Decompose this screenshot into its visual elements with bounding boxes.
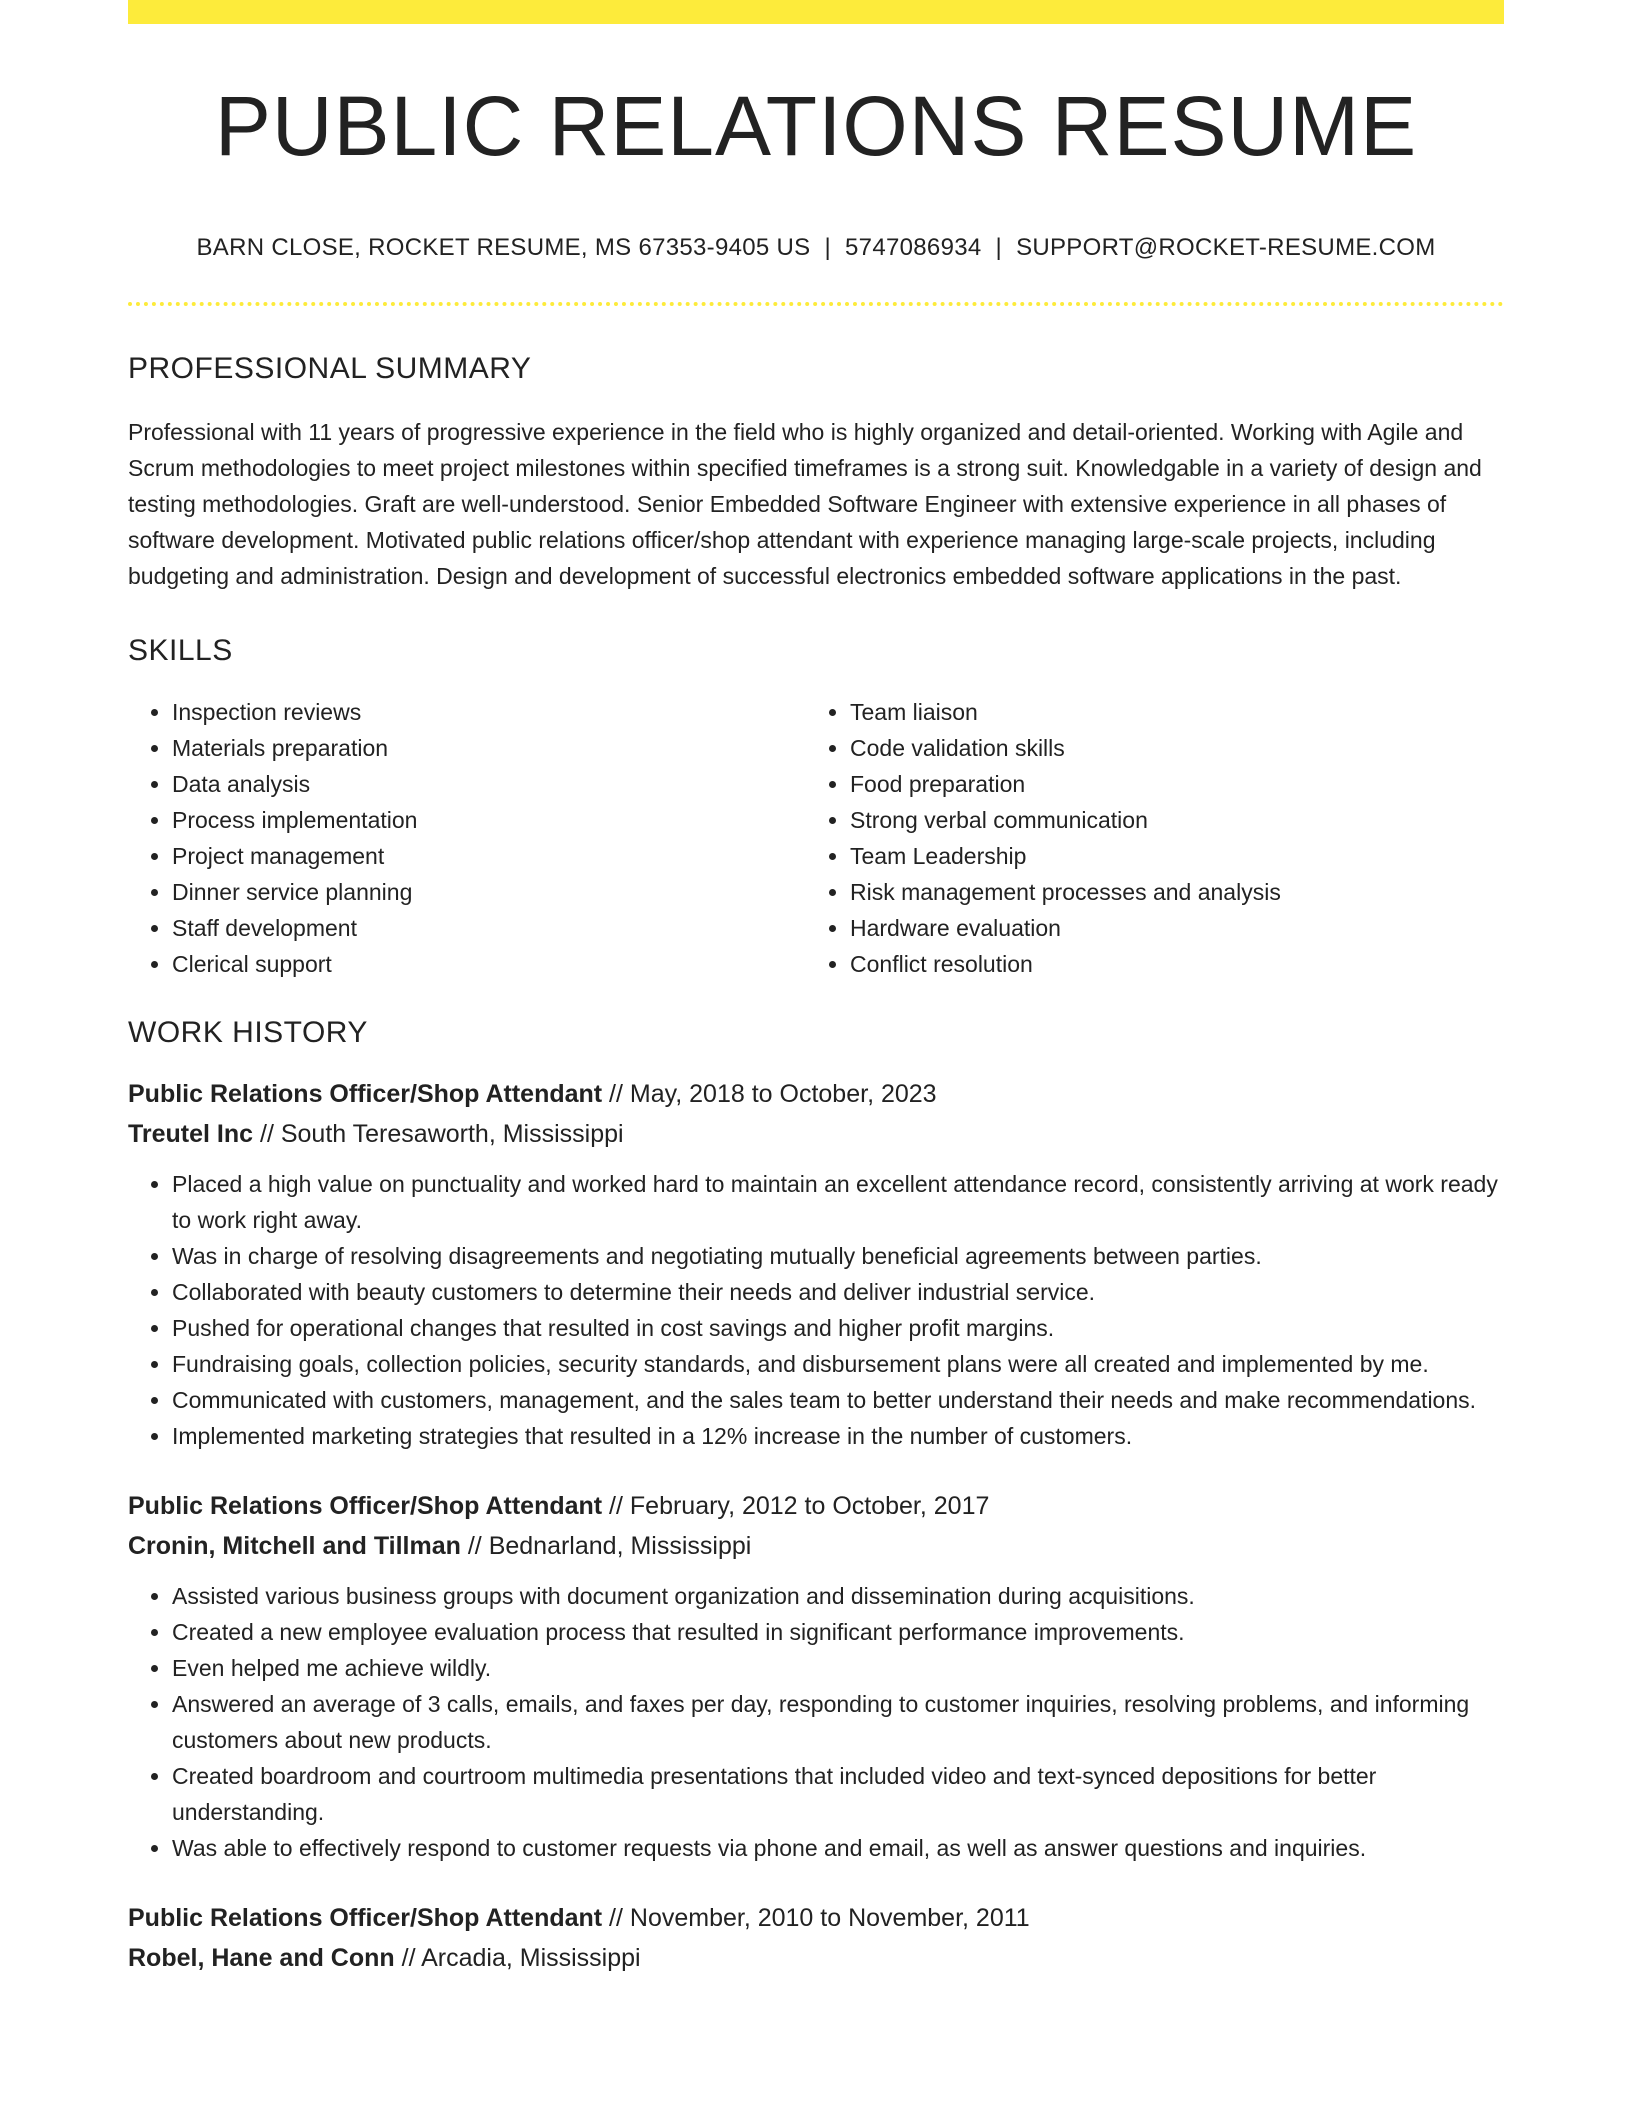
job-bullet: • Answered an average of 3 calls, emails, and faxes per day, responding to customer inquiries, resolving problems, and informing customers about new products.	[172, 1686, 1504, 1758]
job-bullets	[128, 1578, 1504, 1866]
job-dates: // November, 2010 to November, 2011	[602, 1904, 1030, 1932]
skill-item: • Risk management processes and analysis	[850, 874, 1484, 910]
skill-item: • Clerical support	[172, 946, 806, 982]
job-company-line	[128, 1938, 1504, 1978]
job-bullet: • Was able to effectively respond to customer requests via phone and email, as well as answer questions and inquiries.	[172, 1830, 1504, 1866]
contact-address: BARN CLOSE, ROCKET RESUME, MS 67353-9405 US	[196, 234, 811, 261]
job-company: Cronin, Mitchell and Tillman	[128, 1532, 461, 1560]
job-bullet: • Collaborated with beauty customers to determine their needs and deliver industrial service.	[172, 1274, 1504, 1310]
summary-text: Professional with 11 years of progressive experience in the field who is highly organized and detail-oriented. Working with Agile and Scrum methodologies to meet project milestones within specified timeframes is a strong suit. Knowledgable in a variety of design and testing methodologies. Graft are well-understood. Senior Embedded Software Engineer with extensive experience in all phases of software development. Motivated public relations officer/shop attendant with experience managing large-scale projects, including budgeting and administration. Design and development of successful electronics embedded software applications in the past.	[128, 419, 1482, 589]
skill-item: • Conflict resolution	[850, 946, 1484, 982]
job-location: // South Teresaworth, Mississippi	[253, 1120, 624, 1148]
skill-item: • Hardware evaluation	[850, 910, 1484, 946]
resume-page	[128, 0, 1504, 2010]
skills-list-left	[128, 694, 806, 982]
skill-item: • Team Leadership	[850, 838, 1484, 874]
skill-item: • Process implementation	[172, 802, 806, 838]
job-bullet: • Fundraising goals, collection policies, security standards, and disbursement plans were all created and implemented by me.	[172, 1346, 1504, 1382]
job-title-line	[128, 1898, 1504, 1938]
job-entry	[128, 1898, 1504, 1978]
job-bullet: • Even helped me achieve wildly.	[172, 1650, 1504, 1686]
job-entry	[128, 1074, 1504, 1454]
accent-top-bar	[128, 0, 1504, 24]
job-title-line	[128, 1074, 1504, 1114]
job-company-line	[128, 1526, 1504, 1566]
job-bullet: • Placed a high value on punctuality and worked hard to maintain an excellent attendance record, consistently arriving at work ready to work right away.	[172, 1166, 1504, 1238]
contact-separator: |	[995, 234, 1003, 261]
skill-item: • Team liaison	[850, 694, 1484, 730]
job-dates: // May, 2018 to October, 2023	[602, 1080, 937, 1108]
contact-phone[interactable]: 5747086934	[845, 234, 982, 261]
job-bullet: • Pushed for operational changes that resulted in cost savings and higher profit margins.	[172, 1310, 1504, 1346]
job-bullet: • Implemented marketing strategies that resulted in a 12% increase in the number of customers.	[172, 1418, 1504, 1454]
job-bullet: • Assisted various business groups with document organization and dissemination during acquisitions.	[172, 1578, 1504, 1614]
job-location: // Bednarland, Mississippi	[460, 1532, 752, 1560]
resume-title: PUBLIC RELATIONS RESUME	[214, 79, 1418, 173]
skills-heading: SKILLS	[128, 634, 233, 667]
contact-line	[128, 234, 1504, 262]
skill-item: • Food preparation	[850, 766, 1484, 802]
contact-separator: |	[824, 234, 832, 261]
skill-item: • Inspection reviews	[172, 694, 806, 730]
skills-columns	[128, 694, 1504, 982]
job-bullet: • Communicated with customers, management, and the sales team to better understand their needs and make recommendations.	[172, 1382, 1504, 1418]
job-bullet: • Created a new employee evaluation process that resulted in significant performance improvements.	[172, 1614, 1504, 1650]
summary-heading: PROFESSIONAL SUMMARY	[128, 352, 532, 385]
job-title: Public Relations Officer/Shop Attendant	[128, 1904, 603, 1932]
job-bullet: • Was in charge of resolving disagreements and negotiating mutually beneficial agreements between parties.	[172, 1238, 1504, 1274]
skills-list-right	[806, 694, 1484, 982]
job-entry	[128, 1486, 1504, 1866]
job-title-line	[128, 1486, 1504, 1526]
skill-item: • Staff development	[172, 910, 806, 946]
contact-email[interactable]: SUPPORT@ROCKET-RESUME.COM	[1016, 234, 1436, 261]
skill-item: • Code validation skills	[850, 730, 1484, 766]
job-title: Public Relations Officer/Shop Attendant	[128, 1492, 603, 1520]
job-company-line	[128, 1114, 1504, 1154]
skill-item: • Project management	[172, 838, 806, 874]
job-bullet: • Created boardroom and courtroom multimedia presentations that included video and text-synced depositions for better understanding.	[172, 1758, 1504, 1830]
job-location: // Arcadia, Mississippi	[394, 1944, 641, 1972]
work-history-heading: WORK HISTORY	[128, 1016, 368, 1049]
job-company: Treutel Inc	[128, 1120, 254, 1148]
job-company: Robel, Hane and Conn	[128, 1944, 395, 1972]
job-bullets	[128, 1166, 1504, 1454]
skill-item: • Dinner service planning	[172, 874, 806, 910]
skill-item: • Strong verbal communication	[850, 802, 1484, 838]
skill-item: • Data analysis	[172, 766, 806, 802]
skill-item: • Materials preparation	[172, 730, 806, 766]
job-title: Public Relations Officer/Shop Attendant	[128, 1080, 603, 1108]
job-dates: // February, 2012 to October, 2017	[602, 1492, 990, 1520]
dotted-divider	[128, 302, 1504, 306]
